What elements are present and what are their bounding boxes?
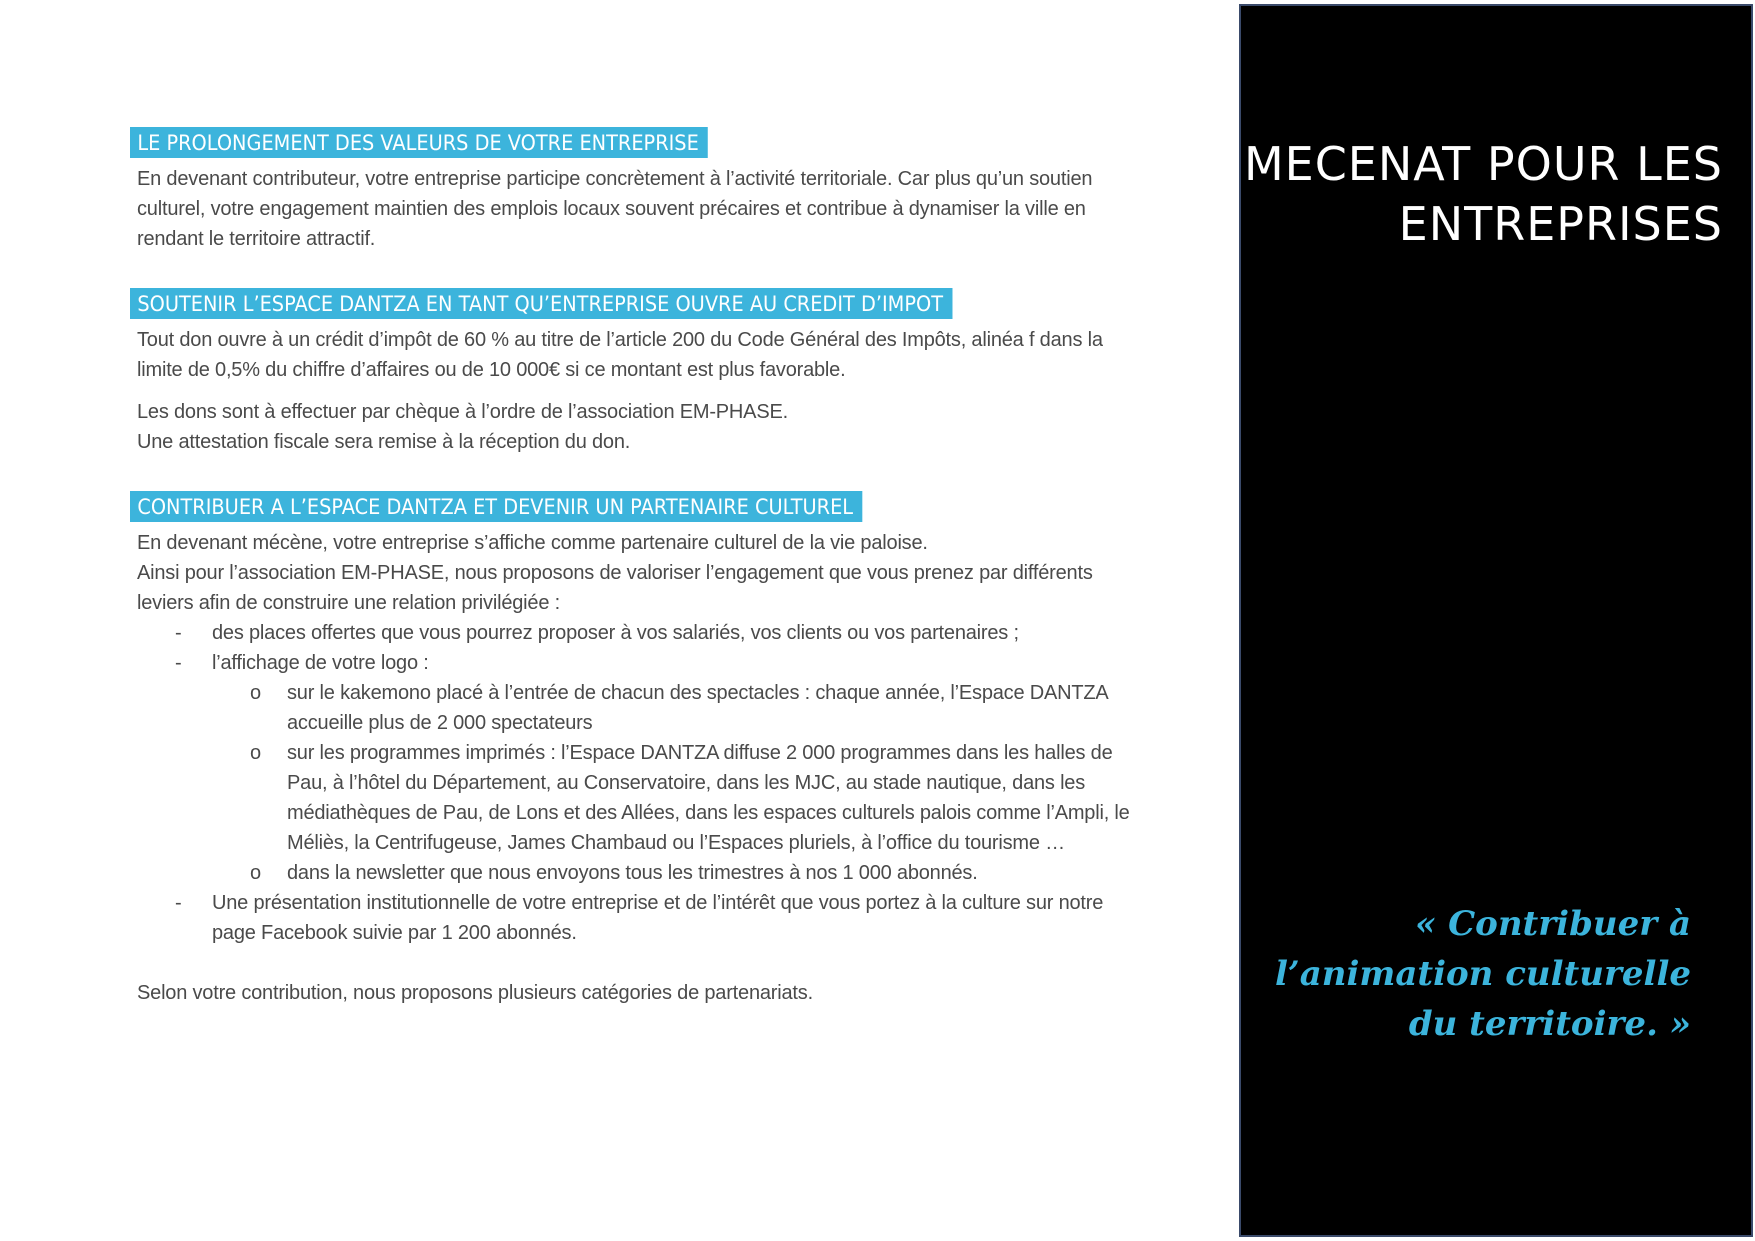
section-heading: CONTRIBUER A L’ESPACE DANTZA ET DEVENIR UN PARTENAIRE CULTUREL — [130, 491, 862, 522]
paragraph: En devenant mécène, votre entreprise s’affiche comme partenaire culturel de la vie paloise. — [137, 532, 928, 554]
logo-placement-list — [212, 678, 1140, 888]
quote-line: l’animation culturelle — [1274, 954, 1691, 994]
paragraph: Les dons sont à effectuer par chèque à l’ordre de l’association EM-PHASE. — [137, 401, 788, 423]
section-heading: SOUTENIR L’ESPACE DANTZA EN TANT QU’ENTREPRISE OUVRE AU CREDIT D’IMPOT — [130, 288, 952, 319]
main-content — [130, 127, 1140, 1042]
list-item: o sur les programmes imprimés : l’Espace DANTZA diffuse 2 000 programmes dans les halles de Pau, à l’hôtel du Département, au Conservatoire, dans les MJC, au stade nautique, dans les médiathèques de Pau, de Lons et des Allées, dans les espaces culturels palois comme l’Ampli, le Méliès, la Centrifugeuse, James Chambaud ou l’Espaces pluriels, à l’office du tourisme … — [212, 738, 1140, 858]
panel-title — [1243, 134, 1723, 254]
panel-title-line: MECENAT POUR LES — [1243, 137, 1723, 191]
list-item-label: l’affichage de votre logo : — [212, 652, 429, 674]
list-item: - Une présentation institutionnelle de votre entreprise et de l’intérêt que vous portez à la culture sur notre page Facebook suivie par 1 200 abonnés. — [137, 888, 1140, 948]
benefits-list — [130, 618, 1140, 948]
paragraph: Ainsi pour l’association EM-PHASE, nous proposons de valoriser l’engagement que vous prenez par différents leviers afin de construire une relation privilégiée : — [137, 562, 1093, 614]
closing-paragraph: Selon votre contribution, nous proposons plusieurs catégories de partenariats. — [137, 982, 813, 1004]
panel-title-line: ENTREPRISES — [1398, 197, 1723, 251]
section-values — [130, 127, 1140, 254]
section-heading: LE PROLONGEMENT DES VALEURS DE VOTRE ENTREPRISE — [130, 127, 708, 158]
section-partner — [130, 491, 1140, 1008]
list-item: o sur le kakemono placé à l’entrée de chacun des spectacles : chaque année, l’Espace DANTZA accueille plus de 2 000 spectateurs — [212, 678, 1140, 738]
list-item: o dans la newsletter que nous envoyons tous les trimestres à nos 1 000 abonnés. — [212, 858, 1140, 888]
quote-line: du territoire. » — [1408, 1004, 1691, 1044]
panel-quote — [1251, 899, 1691, 1049]
paragraph: Tout don ouvre à un crédit d’impôt de 60 % au titre de l’article 200 du Code Général des Impôts, alinéa f dans la limite de 0,5% du chiffre d’affaires ou de 10 000€ si ce montant est plus favorable. — [137, 329, 1103, 381]
side-panel — [1239, 4, 1753, 1237]
list-item — [137, 648, 1140, 888]
paragraph: Une attestation fiscale sera remise à la réception du don. — [137, 431, 631, 453]
list-item: - des places offertes que vous pourrez proposer à vos salariés, vos clients ou vos partenaires ; — [137, 618, 1140, 648]
section-tax-credit — [130, 288, 1140, 457]
quote-line: « Contribuer à — [1415, 904, 1691, 944]
paragraph: En devenant contributeur, votre entreprise participe concrètement à l’activité territoriale. Car plus qu’un soutien culturel, votre engagement maintien des emplois locaux souvent précaires et contribue à dynamiser la ville en rendant le territoire attractif. — [137, 168, 1093, 250]
